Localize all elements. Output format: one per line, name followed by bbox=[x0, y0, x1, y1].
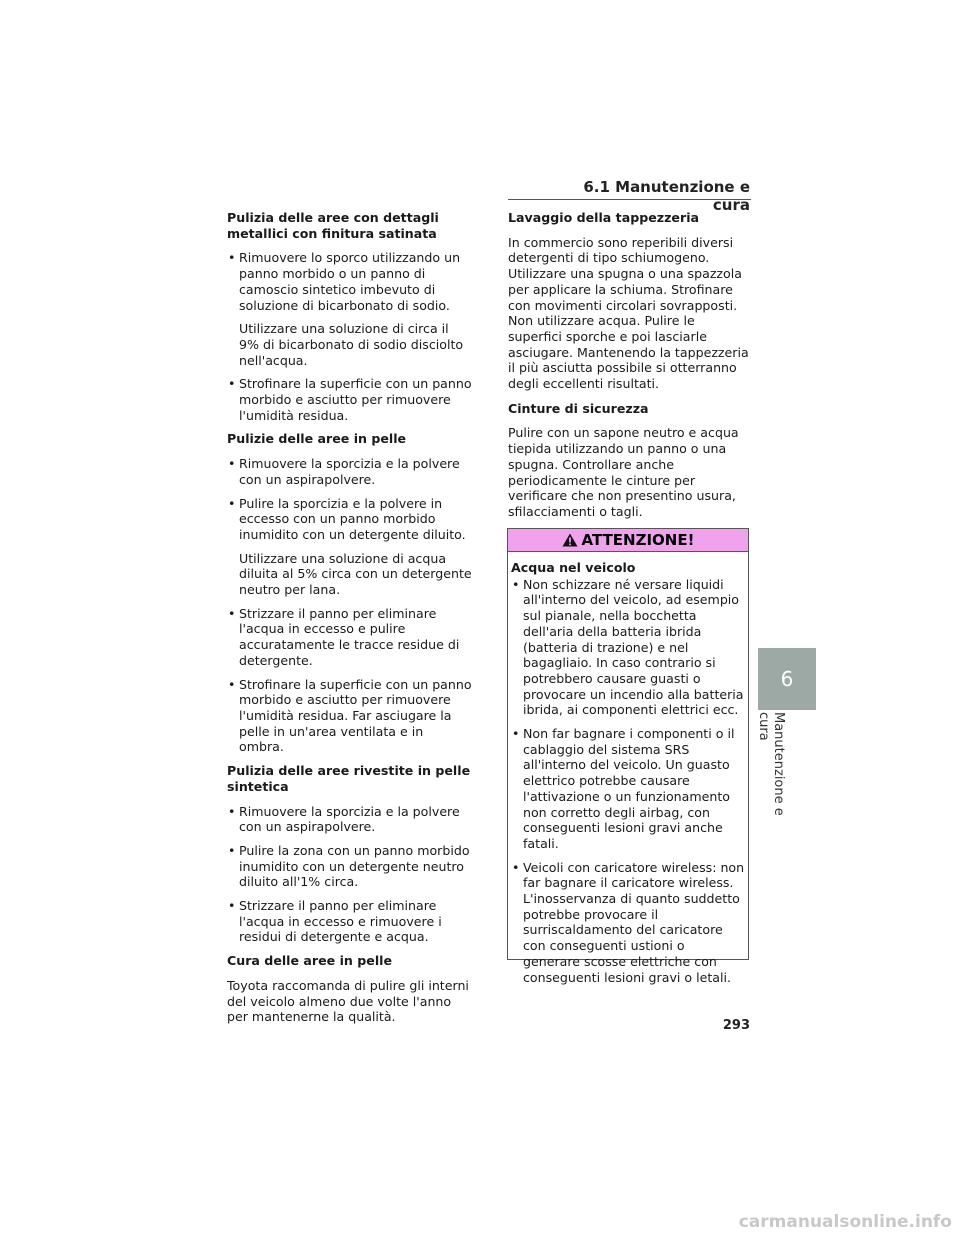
warning-body bbox=[508, 552, 748, 985]
left-column bbox=[227, 210, 472, 1034]
list-item: • Rimuovere lo sporco utilizzando un panno morbido o un panno di camoscio sintetico imbevuto di soluzione di bicarbonato di sodio. Utilizzare una soluzione di circa il 9% di bicarbonato di sodio disciolto nell'acqua. bbox=[227, 250, 472, 368]
list-item: • Pulire la zona con un panno morbido inumidito con un detergente neutro diluito all'1% circa. bbox=[228, 842, 470, 890]
warning-heading: Acqua nel veicolo bbox=[511, 560, 636, 575]
list-item: • Pulire la sporcizia e la polvere in eccesso con un panno morbido inumidito con un detergente diluito. Utilizzare una soluzione di acqua diluita al 5% circa con un detergente neutro per lana. bbox=[228, 495, 472, 598]
warning-list bbox=[511, 577, 745, 986]
list-item: • Strofinare la superficie con un panno morbido e asciutto per rimuovere l'umidità residua. Far asciugare la pelle in un'area ventilata e in ombra. bbox=[228, 676, 472, 755]
right-column bbox=[508, 210, 751, 529]
list-item: • Strizzare il panno per eliminare l'acqua in eccesso e rimuovere i residui di detergente e acqua. bbox=[228, 898, 442, 945]
seatbelts-heading: Cinture di sicurezza bbox=[508, 400, 649, 416]
list-item: • Strizzare il panno per eliminare l'acqua in eccesso e pulire accuratamente le tracce residue di detergente. bbox=[228, 605, 460, 668]
warning-triangle-icon bbox=[562, 533, 578, 547]
list-item: • Rimuovere la sporcizia e la polvere con un aspirapolvere. bbox=[228, 803, 460, 835]
warning-header bbox=[508, 529, 748, 552]
list-item-note: Utilizzare una soluzione di acqua diluita al 5% circa con un detergente neutro per lana. bbox=[239, 550, 472, 598]
warning-box bbox=[507, 528, 749, 985]
list-item-note: Utilizzare una soluzione di circa il 9% di bicarbonato di sodio disciolto nell'acqua. bbox=[239, 321, 464, 368]
list-item: • Rimuovere la sporcizia e la polvere con un aspirapolvere. bbox=[228, 456, 460, 487]
list-item: • Veicoli con caricatore wireless: non far bagnare il caricatore wireless. L'inosservanza di quanto suddetto potrebbe provocare il surriscaldamento del caricatore con conseguenti ustioni o generare scosse elettriche con conseguenti lesioni gravi o letali. bbox=[512, 859, 745, 985]
synthetic-list bbox=[227, 804, 472, 946]
page-number: 293 bbox=[722, 1018, 750, 1033]
leather-care-heading: Cura delle aree in pelle bbox=[227, 953, 392, 969]
upholstery-heading: Lavaggio della tappezzeria bbox=[508, 210, 700, 225]
metallic-list bbox=[227, 250, 472, 423]
list-item: • Strofinare la superficie con un panno morbido e asciutto per rimuovere l'umidità residua. bbox=[228, 376, 472, 423]
metallic-heading: Pulizia delle aree con dettagli metallici con finitura satinata bbox=[227, 210, 439, 241]
warning-title: ATTENZIONE! bbox=[581, 531, 695, 549]
seatbelts-text: Pulire con un sapone neutro e acqua tiepida utilizzando un panno o una spugna. Controllare anche periodicamente le cinture per verificare che non presentino usura, sfilacciamenti o tagli. bbox=[508, 425, 739, 519]
section-header-title: 6.1 Manutenzione e cura bbox=[583, 178, 750, 214]
leather-care-text: Toyota raccomanda di pulire gli interni del veicolo almeno due volte l'anno per mantenerne la qualità. bbox=[227, 977, 469, 1025]
synthetic-heading: Pulizia delle aree rivestite in pelle sintetica bbox=[227, 763, 471, 794]
list-item: • Non schizzare né versare liquidi all'interno del veicolo, ad esempio sul pianale, nella bocchetta dell'aria della batteria ibrida (batteria di trazione) e nel bagagliaio. In caso contrario si potrebbero causare guasti o provocare un incendio alla batteria ibrida, ai componenti elettrici ecc. bbox=[512, 576, 744, 718]
chapter-label: Manutenzione e cura bbox=[756, 712, 786, 816]
watermark: carmanualsonline.info bbox=[738, 1212, 952, 1232]
chapter-tab bbox=[758, 648, 816, 710]
leather-list bbox=[227, 456, 472, 755]
list-item: • Non far bagnare i componenti o il cablaggio del sistema SRS all'interno del veicolo. Un guasto elettrico potrebbe causare l'attivazione o un funzionamento non corretto degli airbag, con conseguenti lesioni gravi anche fatali. bbox=[512, 726, 735, 851]
chapter-number: 6 bbox=[780, 667, 794, 691]
section-header-rule bbox=[508, 199, 751, 200]
leather-heading: Pulizie delle aree in pelle bbox=[227, 431, 407, 447]
upholstery-text: In commercio sono reperibili diversi detergenti di tipo schiumogeno. Utilizzare una spugna o una spazzola per applicare la schiuma. Strofinare con movimenti circolari sovrapposti. Non utilizzare acqua. Pulire le superfici sporche e poi lasciarle asciugare. Mantenendo la tappezzeria il più asciutta possibile si otterranno degli eccellenti risultati. bbox=[508, 234, 749, 392]
